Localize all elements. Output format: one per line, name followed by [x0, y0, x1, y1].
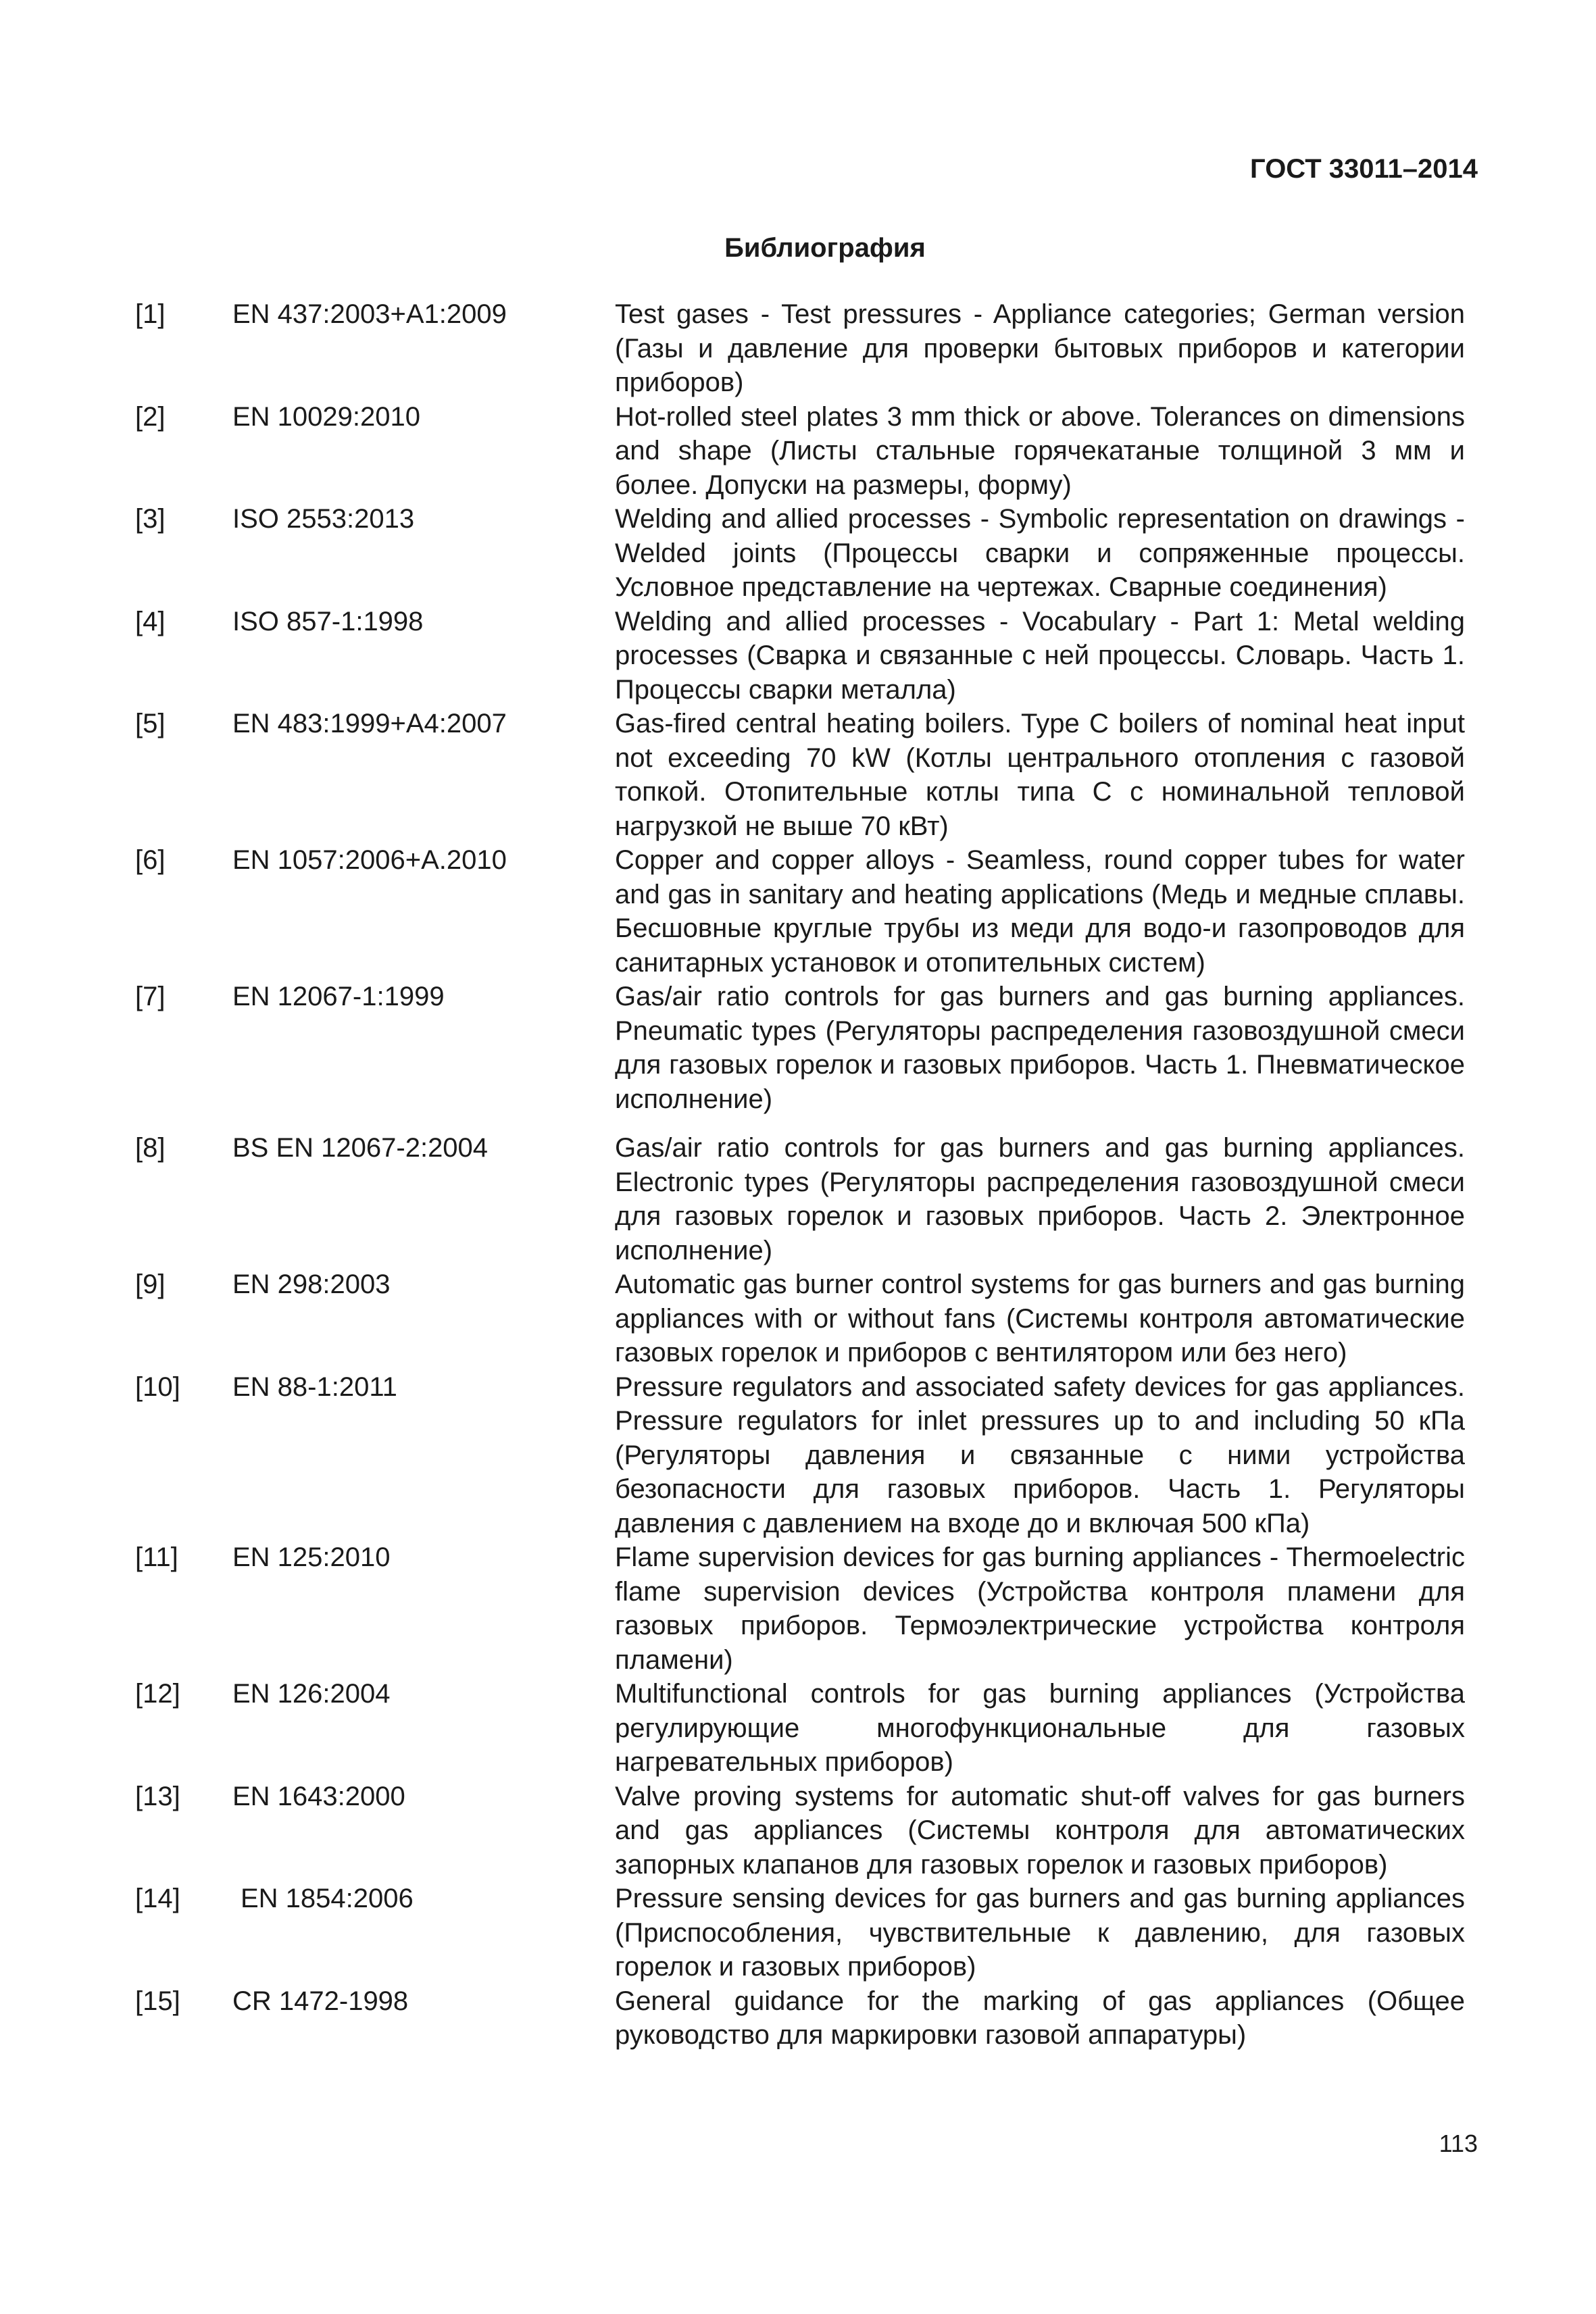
bibliography-entry-6 — [135, 843, 1465, 980]
bibliography-entry-11 — [135, 1540, 1465, 1677]
entry-code: ISO 2553:2013 — [232, 504, 415, 534]
bibliography-entry-9 — [135, 1267, 1465, 1370]
entry-number: [5] — [135, 709, 166, 738]
entry-code: BS EN 12067-2:2004 — [232, 1133, 489, 1163]
entry-number: [12] — [135, 1679, 180, 1709]
entry-description: Automatic gas burner control systems for gas burners and gas burning appliances with or without fans (Системы контроля автоматические газовых горелок и приборов с вентилятором или без него) — [615, 1269, 1465, 1367]
bibliography-entry-3 — [135, 502, 1465, 605]
entry-description: Gas-fired central heating boilers. Type C boilers of nominal heat input not exceeding 70 kW (Котлы центрального отопления с газовой топкой. Отопительные котлы типа С с номинальной тепловой нагрузкой не выше 70 кВт) — [615, 709, 1465, 841]
bibliography-entry-2 — [135, 400, 1465, 503]
entry-description: Gas/air ratio controls for gas burners and gas burning appliances. Electronic types (Регуляторы распределения газовоздушной смеси для газовых горелок и газовых приборов. Часть 2. Электронное исполнение) — [615, 1133, 1465, 1265]
bibliography-entry-13 — [135, 1780, 1465, 1882]
bibliography-entry-12 — [135, 1677, 1465, 1780]
bibliography-entry-5 — [135, 707, 1465, 843]
entry-code: CR 1472-1998 — [232, 1986, 409, 2016]
entry-description: Flame supervision devices for gas burning appliances - Thermoelectric flame supervision devices (Устройства контроля пламени для газовых приборов. Термоэлектрические устройства контроля пламени) — [615, 1542, 1465, 1675]
entry-number: [1] — [135, 299, 166, 329]
entry-description: Gas/air ratio controls for gas burners and gas burning appliances. Pneumatic types (Регуляторы распределения газовоздушной смеси для газовых горелок и газовых приборов. Часть 1. Пневматическое исполнение) — [615, 982, 1465, 1114]
entry-number: [2] — [135, 401, 166, 432]
entry-description: Welding and allied processes - Vocabulary - Part 1: Metal welding processes (Сварка и связанные с ней процессы. Словарь. Часть 1. Процессы сварки металла) — [615, 606, 1465, 705]
entry-number: [11] — [135, 1542, 178, 1572]
entry-code: EN 1057:2006+A.2010 — [232, 845, 507, 875]
entry-code: EN 88-1:2011 — [232, 1372, 397, 1402]
bibliography-entry-7 — [135, 980, 1465, 1116]
entry-code: EN 483:1999+A4:2007 — [232, 709, 507, 738]
bibliography-entry-1 — [135, 297, 1465, 400]
entry-description: Copper and copper alloys - Seamless, round copper tubes for water and gas in sanitary and heating applications (Медь и медные сплавы. Бесшовные круглые трубы из меди для водо-и газопроводов для санитарных установок и отопительных систем) — [615, 845, 1465, 978]
page-number: 113 — [1439, 2130, 1478, 2157]
entry-number: [9] — [135, 1269, 166, 1299]
page-title: Библиография — [724, 233, 926, 263]
entry-number: [7] — [135, 982, 166, 1011]
entry-number: [3] — [135, 504, 166, 534]
entry-description: Multifunctional controls for gas burning appliances (Устройства регулирующие многофункциональные для газовых нагревательных приборов) — [615, 1679, 1465, 1777]
entry-description: Valve proving systems for automatic shut-off valves for gas burners and gas appliances (Системы контроля для автоматических запорных клапанов для газовых горелок и газовых приборов) — [615, 1781, 1465, 1880]
entry-code: EN 1643:2000 — [232, 1781, 405, 1811]
bibliography-list — [135, 297, 1465, 2053]
entry-code: ISO 857-1:1998 — [232, 606, 424, 636]
entry-description: Hot-rolled steel plates 3 mm thick or above. Tolerances on dimensions and shape (Листы стальные горячекатаные толщиной 3 мм и более. Допуски на размеры, форму) — [615, 401, 1465, 500]
entry-number: [14] — [135, 1884, 180, 1913]
bibliography-entry-15 — [135, 1984, 1465, 2053]
entry-code: EN 12067-1:1999 — [232, 982, 445, 1011]
entry-description: Pressure sensing devices for gas burners and gas burning appliances (Приспособления, чувствительные к давлению, для газовых горелок и газовых приборов) — [615, 1884, 1465, 1982]
entry-code: EN 437:2003+A1:2009 — [232, 299, 507, 329]
bibliography-entry-10 — [135, 1370, 1465, 1541]
bibliography-entry-8 — [135, 1131, 1465, 1267]
entry-code: EN 10029:2010 — [232, 401, 421, 432]
entry-number: [6] — [135, 845, 166, 875]
entry-code: EN 126:2004 — [232, 1679, 391, 1709]
entry-description: Welding and allied processes - Symbolic representation on drawings - Welded joints (Процессы сварки и сопряженные процессы. Условное представление на чертежах. Сварные соединения) — [615, 504, 1465, 602]
entry-code: EN 298:2003 — [232, 1269, 391, 1299]
entry-number: [13] — [135, 1781, 180, 1811]
document-id: ГОСТ 33011–2014 — [1250, 154, 1478, 184]
bibliography-entry-14 — [135, 1882, 1465, 1984]
entry-number: [15] — [135, 1986, 180, 2016]
entry-code: EN 125:2010 — [232, 1542, 391, 1572]
entry-number: [10] — [135, 1372, 180, 1402]
entry-code: EN 1854:2006 — [241, 1884, 414, 1913]
entry-description: Test gases - Test pressures - Appliance categories; German version (Газы и давление для проверки бытовых приборов и категории приборов) — [615, 299, 1465, 397]
bibliography-entry-4 — [135, 605, 1465, 707]
entry-description: General guidance for the marking of gas appliances (Общее руководство для маркировки газовой аппаратуры) — [615, 1986, 1465, 2050]
entry-number: [8] — [135, 1133, 166, 1163]
entry-number: [4] — [135, 606, 166, 636]
entry-description: Pressure regulators and associated safety devices for gas appliances. Pressure regulators for inlet pressures up to and including 50 кПа (Регуляторы давления и связанные с ними устройства безопасности для газовых приборов. Часть 1. Регуляторы давления с давлением на входе до и включая 500 кПа) — [615, 1372, 1465, 1538]
